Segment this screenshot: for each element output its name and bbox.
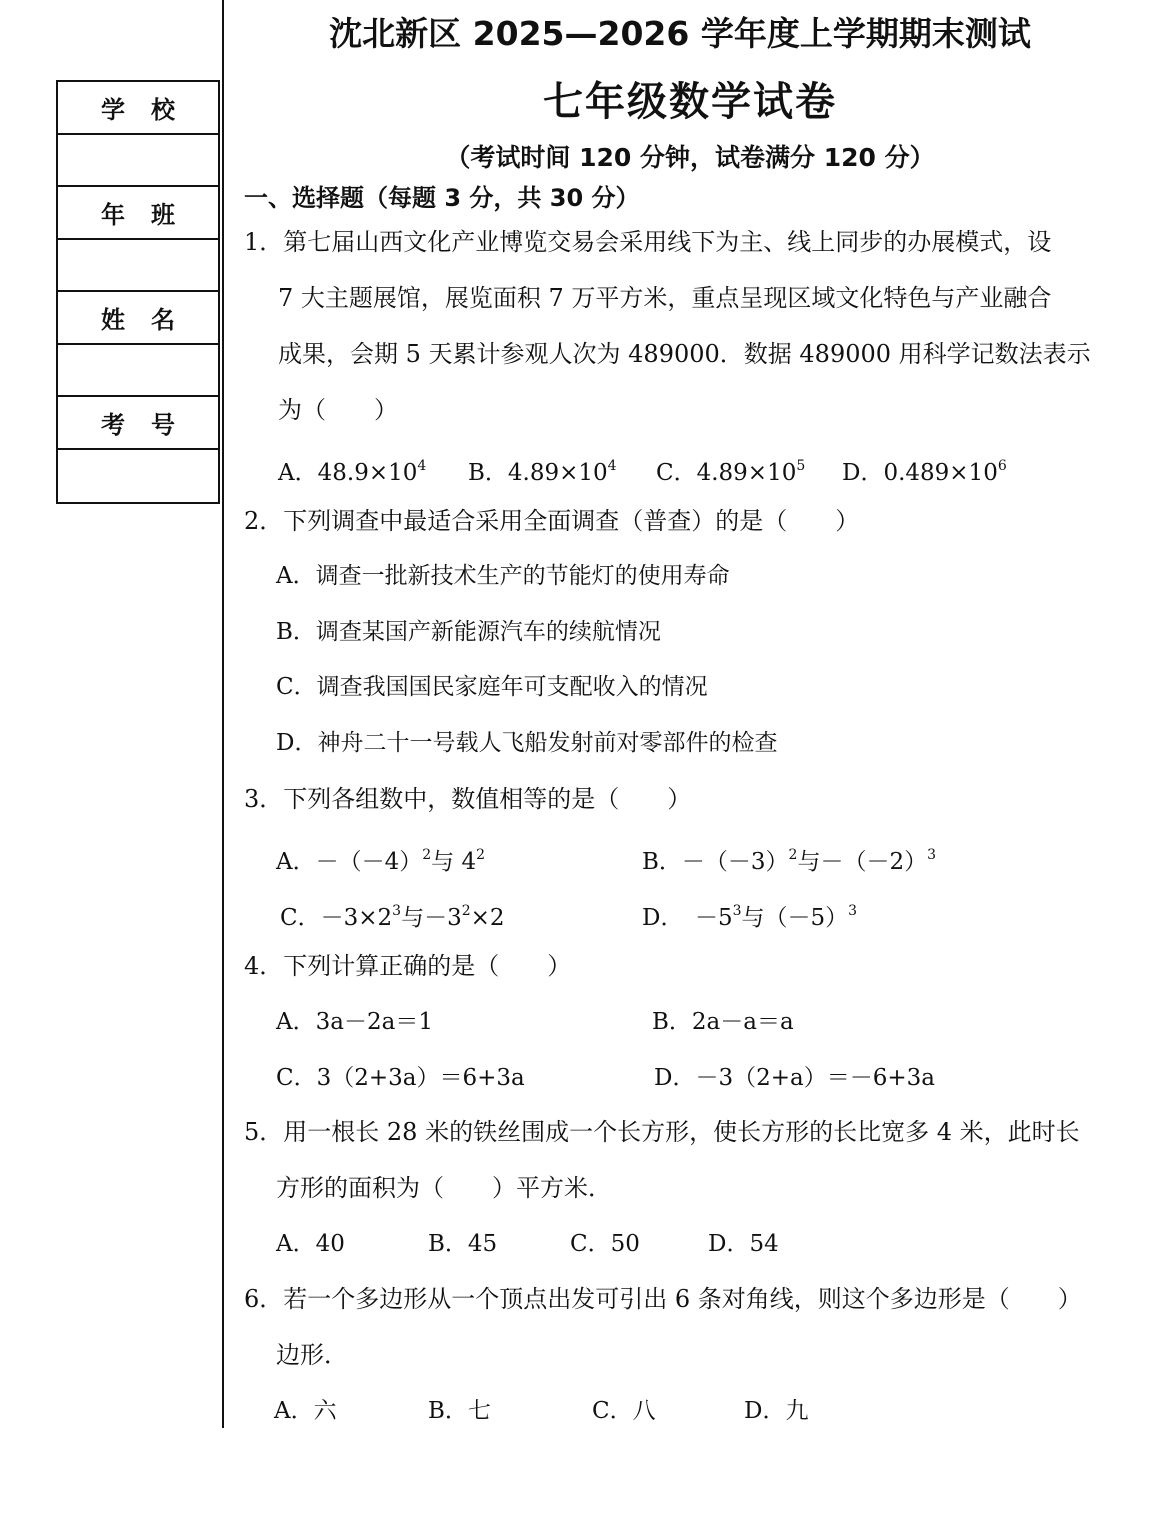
q4-option-d[interactable]: D．－3（2+a）＝－6+3a bbox=[654, 1065, 935, 1091]
name-label: 姓名 bbox=[58, 292, 218, 345]
exam-info: （考试时间 120 分钟，试卷满分 120 分） bbox=[445, 143, 935, 172]
name-field[interactable] bbox=[58, 345, 218, 398]
q3-option-a[interactable]: A．$-(-4)^2$与 $4^2$ bbox=[276, 847, 486, 875]
exam-title: 沈北新区 2025—2026 学年度上学期期末测试 bbox=[329, 14, 1031, 53]
q3-option-c[interactable]: C．$-3\times 2^3$与$-3^2\times 2$ bbox=[280, 903, 505, 931]
q1-option-b[interactable]: B．$4.89\times 10^4$ bbox=[468, 458, 617, 486]
q4-option-c[interactable]: C．3（2+3a）＝6+3a bbox=[276, 1065, 525, 1091]
student-info-table bbox=[56, 80, 220, 504]
q5-option-a[interactable]: A．40 bbox=[276, 1231, 345, 1257]
q3-option-d[interactable]: D． $-5^3$与$(-5)^3$ bbox=[642, 903, 858, 931]
q5-stem-line1: 5．用一根长 28 米的铁丝围成一个长方形，使长方形的长比宽多 4 米，此时长 bbox=[244, 1118, 1080, 1146]
q1-stem-line2: 7 大主题展馆，展览面积 7 万平方米，重点呈现区域文化特色与产业融合 bbox=[278, 284, 1052, 312]
q6-stem-line2: 边形． bbox=[276, 1341, 348, 1369]
class-label: 年班 bbox=[58, 187, 218, 240]
exam-number-label: 考号 bbox=[58, 397, 218, 450]
q1-option-c[interactable]: C．$4.89\times 10^5$ bbox=[656, 458, 806, 486]
q5-option-b[interactable]: B．45 bbox=[428, 1231, 498, 1257]
q4-stem: 4．下列计算正确的是（ ） bbox=[244, 952, 572, 980]
school-field[interactable] bbox=[58, 135, 218, 188]
q2-option-b[interactable]: B．调查某国产新能源汽车的续航情况 bbox=[276, 619, 661, 645]
q2-option-c[interactable]: C．调查我国国民家庭年可支配收入的情况 bbox=[276, 674, 708, 700]
binding-line bbox=[222, 0, 224, 1428]
q5-option-c[interactable]: C．50 bbox=[570, 1231, 640, 1257]
q6-option-a[interactable]: A．六 bbox=[274, 1398, 337, 1424]
class-field[interactable] bbox=[58, 240, 218, 293]
q6-option-c[interactable]: C．八 bbox=[592, 1398, 656, 1424]
q1-stem-line4: 为（ ） bbox=[278, 396, 398, 424]
q3-stem: 3．下列各组数中，数值相等的是（ ） bbox=[244, 785, 692, 813]
exam-subtitle: 七年级数学试卷 bbox=[543, 79, 837, 125]
q5-option-d[interactable]: D．54 bbox=[708, 1231, 779, 1257]
q2-option-d[interactable]: D．神舟二十一号载人飞船发射前对零部件的检查 bbox=[276, 730, 778, 756]
q6-option-b[interactable]: B．七 bbox=[428, 1398, 491, 1424]
q1-stem-line3: 成果，会期 5 天累计参观人次为 489000．数据 489000 用科学记数法表示 bbox=[278, 340, 1091, 368]
q5-stem-line2: 方形的面积为（ ）平方米． bbox=[276, 1174, 612, 1202]
q2-stem: 2．下列调查中最适合采用全面调查（普查）的是（ ） bbox=[244, 507, 860, 535]
q3-option-b[interactable]: B．$-(-3)^2$与$-(-2)^3$ bbox=[642, 847, 937, 875]
exam-number-field[interactable] bbox=[58, 450, 218, 503]
section-heading: 一、选择题（每题 3 分，共 30 分） bbox=[244, 184, 640, 212]
q4-option-b[interactable]: B．2a－a＝a bbox=[652, 1009, 794, 1035]
q1-option-a[interactable]: A．$48.9\times 10^4$ bbox=[278, 458, 427, 486]
q1-stem-line1: 1．第七届山西文化产业博览交易会采用线下为主、线上同步的办展模式，设 bbox=[244, 228, 1052, 256]
q4-option-a[interactable]: A．3a－2a＝1 bbox=[276, 1009, 433, 1035]
q1-option-d[interactable]: D．$0.489\times 10^6$ bbox=[842, 458, 1007, 486]
school-label: 学校 bbox=[58, 82, 218, 135]
q6-option-d[interactable]: D．九 bbox=[744, 1398, 809, 1424]
q2-option-a[interactable]: A．调查一批新技术生产的节能灯的使用寿命 bbox=[276, 563, 730, 589]
q6-stem-line1: 6．若一个多边形从一个顶点出发可引出 6 条对角线，则这个多边形是（ ） bbox=[244, 1285, 1082, 1313]
